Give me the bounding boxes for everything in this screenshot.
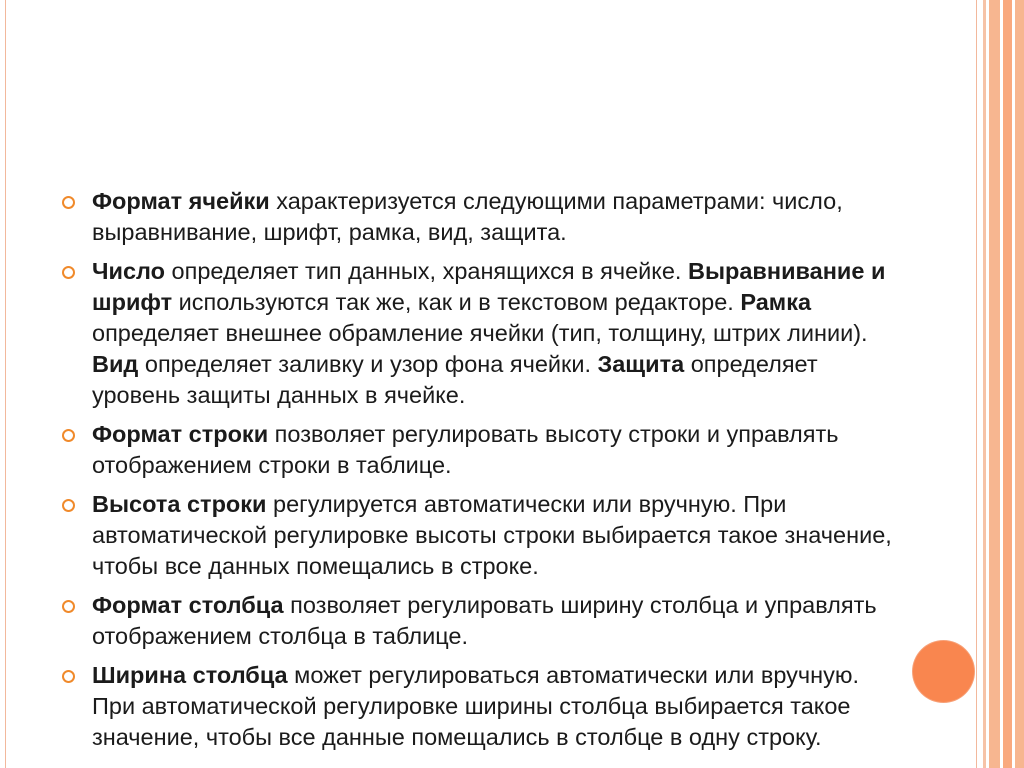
list-item (60, 256, 905, 411)
item-desc: определяет внешнее обрамление ячейки (тип, толщину, штрих линии). (92, 320, 868, 346)
item-term: Формат столбца (92, 592, 284, 618)
item-term: Формат строки (92, 421, 269, 447)
item-term: Выравнивание и шрифт (92, 258, 886, 315)
item-term: Рамка (740, 289, 812, 315)
item-desc: позволяет регулировать ширину столбца и управлять отображением столбца в таблице. (92, 592, 877, 649)
list-item (60, 489, 905, 582)
item-text (92, 491, 892, 579)
bullet-ring-icon (62, 499, 75, 512)
bullet-ring-icon (62, 196, 75, 209)
item-term: Высота строки (92, 491, 267, 517)
item-text (92, 188, 843, 245)
item-desc: определяет тип данных, хранящихся в ячейке. (165, 258, 688, 284)
item-desc: может регулироваться автоматически или вручную. При автоматической регулировке ширины столбца выбирается такое значение, чтобы все данные помещались в столбце в одну строку. (92, 662, 860, 750)
list-item (60, 660, 905, 753)
item-text (92, 258, 885, 408)
item-term: Формат ячейки (92, 188, 270, 214)
list-item (60, 590, 905, 652)
bullet-ring-icon (62, 429, 75, 442)
item-text (92, 592, 877, 649)
item-desc: определяет заливку и узор фона ячейки. (138, 351, 598, 377)
bullet-ring-icon (62, 600, 75, 613)
bullet-ring-icon (62, 266, 75, 279)
decorative-circle (913, 641, 974, 702)
item-term: Число (92, 258, 166, 284)
item-desc: характеризуется следующими параметрами: число, выравнивание, шрифт, рамка, вид, защита. (92, 188, 843, 245)
bullet-ring-icon (62, 670, 75, 683)
item-term: Ширина столбца (92, 662, 288, 688)
decorative-stripes (979, 0, 1024, 768)
item-desc: используются так же, как и в текстовом редакторе. (172, 289, 741, 315)
item-desc: позволяет регулировать высоту строки и управлять отображением строки в таблице. (92, 421, 839, 478)
item-desc: определяет уровень защиты данных в ячейке. (92, 351, 818, 408)
list-item (60, 419, 905, 481)
item-text (92, 662, 859, 750)
item-term: Вид (92, 351, 139, 377)
item-term: Защита (597, 351, 685, 377)
item-desc: регулируется автоматически или вручную. При автоматической регулировке высоты строки выбирается такое значение, чтобы все данных помещались в строке. (92, 491, 892, 579)
item-text (92, 421, 839, 478)
list-item (60, 186, 905, 248)
bullet-list (60, 186, 905, 761)
